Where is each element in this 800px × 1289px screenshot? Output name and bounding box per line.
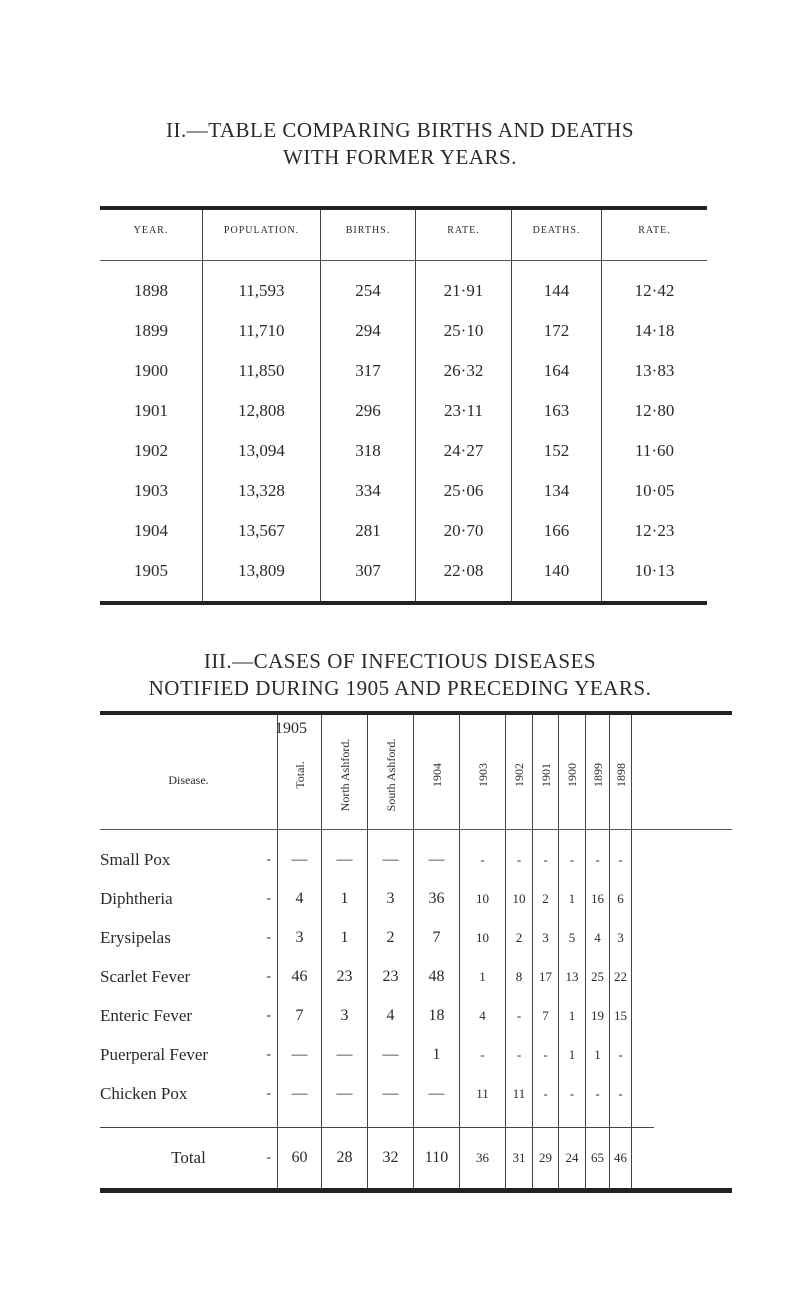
disease-label: Small Pox — [100, 850, 171, 869]
disease-name — [100, 879, 277, 918]
cell-south-ashford: 2 — [386, 929, 395, 946]
table3-col-disease — [100, 830, 278, 1188]
table2-cell-deaths: 152 — [543, 441, 570, 460]
cell-south-ashford: 4 — [386, 1007, 395, 1024]
cell-1904: 1 — [432, 1046, 441, 1063]
table2-cell-birth-rate: 21·91 — [443, 281, 484, 300]
total-label: Total — [171, 1148, 206, 1167]
row-spacer — [559, 830, 585, 840]
cell-1902: - — [516, 852, 522, 867]
row-spacer — [414, 1113, 459, 1127]
total-1900: 24 — [565, 1150, 579, 1165]
table2-col-year — [100, 261, 203, 601]
cell-1900: 13 — [565, 969, 579, 984]
header-label-1903: 1903 — [475, 763, 490, 787]
disease-name — [100, 1074, 277, 1113]
table2-cell-population: 12,808 — [238, 401, 285, 420]
disease-label: Enteric Fever — [100, 1006, 193, 1025]
table3-body — [100, 830, 732, 1188]
empty-cell — [632, 918, 654, 957]
row-spacer — [506, 830, 532, 840]
table2-title-line1: II.—TABLE COMPARING BIRTHS AND DEATHS — [165, 118, 635, 142]
leader-dash: - — [266, 1008, 271, 1023]
table2-cell-year: 1903 — [134, 481, 168, 500]
row-spacer — [322, 830, 367, 840]
cell-1901: 17 — [539, 969, 552, 984]
cell-north-ashford: 1 — [340, 929, 349, 946]
table3-title-line1: III.—CASES OF INFECTIOUS DISEASES — [203, 649, 597, 673]
leader-dash: - — [266, 1086, 271, 1101]
table3-col-trailing — [632, 830, 654, 1188]
total-row — [586, 1127, 609, 1188]
table3-col-1902 — [506, 830, 533, 1188]
total-row — [322, 1127, 367, 1188]
table2-cell-year: 1900 — [134, 361, 168, 380]
year-group-header: 1905 — [275, 720, 307, 737]
header-trailing — [632, 715, 654, 829]
births-deaths-table — [100, 206, 707, 605]
table2-cell-death-rate: 12·80 — [634, 401, 675, 420]
table2-cell-births: 317 — [355, 361, 381, 380]
table3-col-1901 — [533, 830, 559, 1188]
disease-name — [100, 996, 277, 1035]
table2-cell-deaths: 172 — [543, 321, 570, 340]
table2-cell-year: 1905 — [134, 561, 168, 580]
cell-total: 7 — [295, 1007, 304, 1024]
cell-1902: 8 — [515, 969, 523, 984]
cell-1903: - — [480, 1047, 485, 1062]
table2-cell-birth-rate: 23·11 — [443, 401, 484, 420]
table2-col-deaths — [512, 261, 602, 601]
row-spacer — [368, 830, 413, 840]
total-row — [533, 1127, 558, 1188]
table2-cell-population: 11,593 — [238, 281, 285, 300]
row-spacer — [506, 1113, 532, 1127]
header-label-total: Total. — [292, 761, 307, 789]
header-col-1904 — [414, 715, 460, 829]
table2-cell-births: 318 — [355, 441, 381, 460]
cell-1902: 10 — [512, 891, 526, 906]
row-spacer — [278, 1113, 321, 1127]
row-spacer — [460, 830, 505, 840]
cell-1903: - — [480, 852, 485, 867]
table2-cell-year: 1898 — [134, 281, 168, 300]
cell-north-ashford: 1 — [340, 890, 349, 907]
leader-dash: - — [266, 1047, 271, 1062]
row-spacer — [632, 830, 654, 840]
cell-total: — — [291, 851, 308, 868]
infectious-diseases-table — [100, 711, 732, 1193]
cell-1899: 19 — [591, 1008, 604, 1023]
table2-cell-births: 296 — [355, 401, 381, 420]
cell-1901: - — [543, 1086, 548, 1101]
cell-1901: - — [543, 1047, 548, 1062]
table2-col-population — [203, 261, 321, 601]
cell-1903: 4 — [479, 1008, 486, 1023]
header-col-south-ashford — [368, 715, 414, 829]
total-1903: 36 — [476, 1150, 489, 1165]
table2-cell-deaths: 134 — [543, 481, 570, 500]
header-col-1902 — [506, 715, 533, 829]
table2-cell-births: 254 — [355, 281, 381, 300]
header-year: YEAR. — [100, 210, 203, 260]
table2-cell-births: 334 — [355, 481, 381, 500]
empty-cell — [632, 1035, 654, 1074]
table2-cell-population: 11,710 — [238, 321, 285, 340]
header-col-north-ashford — [322, 715, 368, 829]
total-1899: 65 — [591, 1150, 604, 1165]
table2-cell-birth-rate: 22·08 — [443, 561, 484, 580]
table2-cell-deaths: 144 — [543, 281, 570, 300]
header-births: BIRTHS. — [321, 210, 416, 260]
disease-name — [100, 918, 277, 957]
table2-cell-population: 13,567 — [238, 521, 285, 540]
table3-col-1898 — [610, 830, 632, 1188]
row-spacer — [586, 1113, 609, 1127]
table2-col-births — [321, 261, 416, 601]
table2-cell-death-rate: 10·13 — [634, 561, 675, 580]
leader-dash: - — [266, 969, 271, 984]
table2-header-row — [100, 210, 707, 261]
table2-body — [100, 261, 707, 601]
total-row — [610, 1127, 631, 1188]
empty-cell — [632, 1074, 654, 1113]
header-birth-rate: RATE. — [416, 210, 512, 260]
table2-cell-year: 1901 — [134, 401, 168, 420]
cell-1904: — — [428, 1085, 445, 1102]
table3-col-south-ashford — [368, 830, 414, 1188]
table2-bottom-rule — [100, 601, 707, 605]
cell-1900: 1 — [568, 1008, 576, 1023]
header-label-1900: 1900 — [565, 763, 579, 787]
cell-1901: 3 — [542, 930, 549, 945]
header-label-1899: 1899 — [590, 763, 605, 787]
row-spacer — [610, 1113, 631, 1127]
cell-south-ashford: 3 — [386, 890, 395, 907]
header-col-1901 — [533, 715, 559, 829]
disease-name — [100, 1035, 277, 1074]
empty-cell — [632, 996, 654, 1035]
leader-dash: - — [266, 1150, 271, 1165]
total-south-ashford: 32 — [382, 1149, 399, 1166]
table3-title-line2: NOTIFIED DURING 1905 AND PRECEDING YEARS. — [148, 676, 652, 700]
header-population: POPULATION. — [203, 210, 321, 260]
table2-cell-year: 1902 — [134, 441, 168, 460]
cell-south-ashford: — — [382, 851, 399, 868]
cell-1902: - — [516, 1047, 522, 1062]
table2-cell-death-rate: 12·42 — [634, 281, 675, 300]
cell-south-ashford: — — [382, 1046, 399, 1063]
total-1898: 46 — [614, 1150, 627, 1165]
cell-1898: - — [618, 1086, 623, 1101]
cell-1901: 7 — [542, 1008, 549, 1023]
total-north-ashford: 28 — [336, 1149, 353, 1166]
row-spacer — [278, 830, 321, 840]
total-row — [100, 1127, 277, 1188]
disease-label: Scarlet Fever — [100, 967, 191, 986]
row-spacer — [368, 1113, 413, 1127]
table3-col-1904 — [414, 830, 460, 1188]
cell-1899: - — [595, 1086, 600, 1101]
header-label-1901: 1901 — [538, 763, 553, 787]
table2-cell-death-rate: 10·05 — [634, 481, 675, 500]
table2-cell-birth-rate: 26·32 — [443, 361, 484, 380]
cell-total: — — [291, 1085, 308, 1102]
header-label-1904: 1904 — [429, 763, 444, 787]
total-label-cell — [100, 1128, 277, 1188]
disease-label: Diphtheria — [100, 889, 173, 908]
table3-col-total — [278, 830, 322, 1188]
cell-total: 46 — [291, 968, 308, 985]
empty-cell — [632, 1128, 654, 1188]
table2-cell-death-rate: 12·23 — [634, 521, 675, 540]
table2-cell-death-rate: 14·18 — [634, 321, 675, 340]
empty-cell — [632, 840, 654, 879]
row-spacer — [460, 1113, 505, 1127]
header-col-1898 — [610, 715, 632, 829]
row-spacer — [322, 1113, 367, 1127]
cell-north-ashford: — — [336, 851, 353, 868]
cell-1903: 10 — [476, 930, 489, 945]
cell-1902: 11 — [512, 1086, 526, 1101]
disease-name — [100, 957, 277, 996]
table2-cell-birth-rate: 25·10 — [443, 321, 484, 340]
cell-1901: - — [543, 852, 548, 867]
table2-cell-deaths: 140 — [543, 561, 570, 580]
cell-1899: - — [595, 852, 600, 867]
total-row — [632, 1127, 654, 1188]
cell-south-ashford: — — [382, 1085, 399, 1102]
table2-cell-birth-rate: 20·70 — [443, 521, 484, 540]
table2-cell-death-rate: 11·60 — [634, 441, 675, 460]
leader-dash: - — [266, 930, 271, 945]
table2-col-death-rate — [602, 261, 707, 601]
cell-north-ashford: 3 — [340, 1007, 349, 1024]
cell-1904: 48 — [428, 968, 445, 985]
total-row — [278, 1127, 321, 1188]
table3-col-north-ashford — [322, 830, 368, 1188]
table2-cell-year: 1899 — [134, 321, 168, 340]
cell-1902: - — [516, 1008, 522, 1023]
row-spacer — [533, 1113, 558, 1127]
cell-north-ashford: — — [336, 1085, 353, 1102]
table3-col-1900 — [559, 830, 586, 1188]
row-spacer — [100, 1113, 277, 1127]
empty-cell — [632, 957, 654, 996]
cell-1898: - — [618, 852, 623, 867]
header-label-1898: 1898 — [613, 763, 628, 787]
header-deaths: DEATHS. — [512, 210, 602, 260]
cell-1904: 7 — [432, 929, 441, 946]
leader-dash: - — [266, 852, 271, 867]
empty-cell — [632, 879, 654, 918]
disease-name — [100, 840, 277, 879]
cell-south-ashford: 23 — [382, 968, 399, 985]
table2-cell-births: 281 — [355, 521, 381, 540]
cell-1898: 6 — [617, 891, 624, 906]
table3-bottom-rule — [100, 1188, 732, 1193]
header-col-1903 — [460, 715, 506, 829]
total-1904: 110 — [424, 1149, 449, 1166]
total-row — [460, 1127, 505, 1188]
header-col-1900 — [559, 715, 586, 829]
cell-1898: 15 — [614, 1008, 627, 1023]
cell-1898: 22 — [614, 969, 627, 984]
total-row — [414, 1127, 459, 1188]
header-col-total — [278, 715, 322, 829]
cell-1904: — — [428, 851, 445, 868]
header-disease: Disease. — [100, 715, 278, 829]
table2-cell-year: 1904 — [134, 521, 168, 540]
table2-cell-population: 13,094 — [238, 441, 285, 460]
cell-1901: 2 — [542, 891, 549, 906]
cell-1899: 16 — [591, 891, 604, 906]
cell-north-ashford: 23 — [336, 968, 353, 985]
row-spacer — [414, 830, 459, 840]
row-spacer — [586, 830, 609, 840]
table2-cell-deaths: 163 — [543, 401, 570, 420]
leader-dash: - — [266, 891, 271, 906]
table2-cell-births: 307 — [355, 561, 381, 580]
disease-label: Chicken Pox — [100, 1084, 188, 1103]
header-col-1899 — [586, 715, 610, 829]
header-death-rate: RATE. — [638, 225, 671, 236]
table2-cell-birth-rate: 24·27 — [443, 441, 484, 460]
total-1902: 31 — [512, 1150, 526, 1165]
row-spacer — [100, 830, 277, 840]
table2-cell-population: 13,809 — [238, 561, 285, 580]
header-label-north-ashford: North Ashford. — [337, 738, 352, 812]
cell-1900: 1 — [568, 1047, 576, 1062]
cell-1898: - — [618, 1047, 623, 1062]
table3-title — [0, 648, 800, 702]
table2-title-line2: WITH FORMER YEARS. — [283, 145, 517, 169]
table2-cell-population: 11,850 — [238, 361, 285, 380]
cell-north-ashford: — — [336, 1046, 353, 1063]
cell-1898: 3 — [617, 930, 624, 945]
cell-total: 3 — [295, 929, 304, 946]
cell-1904: 36 — [428, 890, 445, 907]
table2-cell-deaths: 164 — [543, 361, 570, 380]
total-row — [368, 1127, 413, 1188]
cell-1899: 4 — [594, 930, 601, 945]
table2-cell-birth-rate: 25·06 — [443, 481, 484, 500]
cell-1900: - — [569, 852, 575, 867]
cell-1900: - — [569, 1086, 575, 1101]
table3-header-row — [100, 715, 732, 830]
table2-title — [0, 117, 800, 171]
table2-col-birth-rate — [416, 261, 512, 601]
table2-cell-death-rate: 13·83 — [634, 361, 675, 380]
cell-1899: 1 — [594, 1047, 601, 1062]
cell-1900: 5 — [568, 930, 576, 945]
cell-1903: 10 — [476, 891, 489, 906]
cell-1904: 18 — [428, 1007, 445, 1024]
row-spacer — [610, 830, 631, 840]
total-total: 60 — [291, 1149, 308, 1166]
table2-cell-deaths: 166 — [543, 521, 570, 540]
table2-cell-population: 13,328 — [238, 481, 285, 500]
cell-1902: 2 — [515, 930, 523, 945]
cell-1903: 1 — [479, 969, 486, 984]
cell-total: 4 — [295, 890, 304, 907]
cell-1899: 25 — [591, 969, 604, 984]
total-1901: 29 — [539, 1150, 552, 1165]
header-label-1902: 1902 — [512, 763, 526, 787]
row-spacer — [632, 1113, 654, 1127]
cell-1903: 11 — [476, 1086, 489, 1101]
table3-col-1899 — [586, 830, 610, 1188]
cell-total: — — [291, 1046, 308, 1063]
table2-cell-births: 294 — [355, 321, 381, 340]
disease-label: Puerperal Fever — [100, 1045, 209, 1064]
total-row — [559, 1127, 585, 1188]
row-spacer — [559, 1113, 585, 1127]
cell-1900: 1 — [568, 891, 576, 906]
row-spacer — [533, 830, 558, 840]
header-label-south-ashford: South Ashford. — [383, 738, 398, 812]
total-row — [506, 1127, 532, 1188]
table3-col-1903 — [460, 830, 506, 1188]
disease-label: Erysipelas — [100, 928, 171, 947]
